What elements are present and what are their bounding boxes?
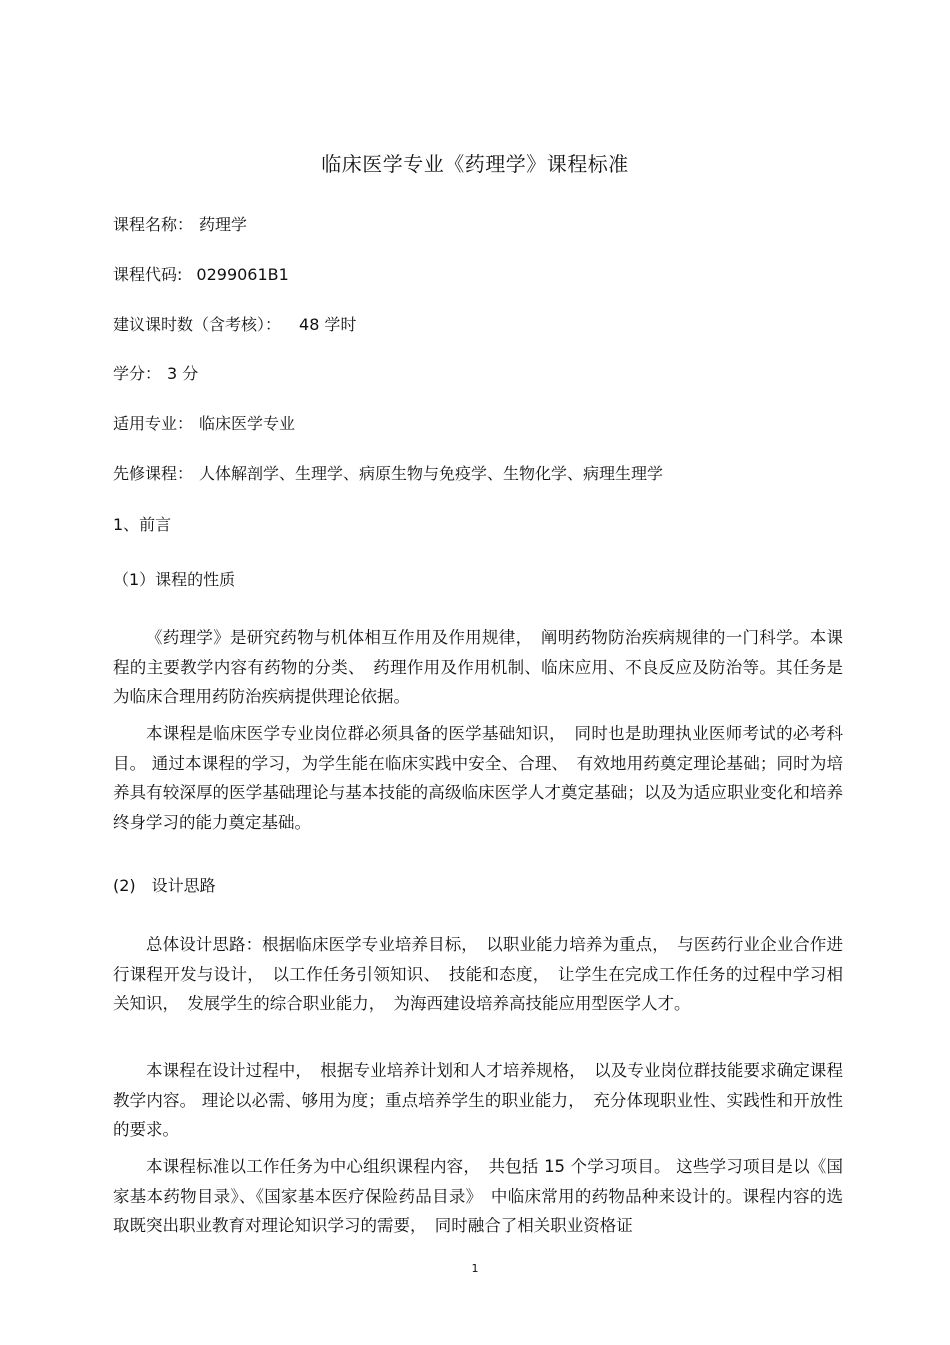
- field-label: 学分：: [113, 364, 162, 383]
- field-label: 建议课时数（含考核）：: [113, 315, 282, 334]
- field-value: 3 分: [167, 364, 199, 383]
- paragraph-nature-1: 《药理学》是研究药物与机体相互作用及作用规律， 阐明药物防治疾病规律的一门科学。本课程的主要教学内容有药物的分类、 药理作用及作用机制、临床应用、不良反应及防治等。其任务是为临床合理用药防治疾病提供理论依据。: [113, 628, 843, 706]
- field-value: 药理学: [199, 215, 248, 234]
- paragraph-design-2: 本课程在设计过程中， 根据专业培养计划和人才培养规格， 以及专业岗位群技能要求确定课程教学内容。 理论以必需、够用为度；重点培养学生的职业能力， 充分体现职业性、实践性和开放性的要求。: [113, 1061, 843, 1139]
- field-label: 适用专业：: [113, 414, 194, 433]
- field-course-code: [113, 263, 289, 287]
- field-label: 课程代码:: [113, 265, 183, 284]
- field-applicable-major: [113, 412, 295, 436]
- field-suggested-hours: [113, 313, 356, 337]
- paragraph-design-3: 本课程标准以工作任务为中心组织课程内容， 共包括 15 个学习项目。 这些学习项目是以《国家基本药物目录》、《国家基本医疗保险药品目录》 中临床常用的药物品种来设计的。课程内容的选取既突出职业教育对理论知识学习的需要， 同时融合了相关职业资格证: [113, 1157, 843, 1235]
- field-value: 人体解剖学、生理学、病原生物与免疫学、生物化学、病理生理学: [199, 464, 664, 483]
- field-credits: [113, 362, 198, 386]
- page-number: 1: [471, 1262, 479, 1275]
- field-value: 48 学时: [299, 315, 357, 334]
- field-label: 课程名称：: [113, 215, 194, 234]
- subsection-heading-design: (2) 设计思路: [113, 876, 216, 895]
- paragraph-nature-2: 本课程是临床医学专业岗位群必须具备的医学基础知识， 同时也是助理执业医师考试的必考科目。 通过本课程的学习，为学生能在临床实践中安全、合理、 有效地用药奠定理论基础；同时为培养具有较深厚的医学基础理论与基本技能的高级临床医学人才奠定基础；以及为适应职业变化和培养终身学习的能力奠定基础。: [113, 724, 843, 832]
- field-course-name: [113, 213, 247, 237]
- paragraph-design-1: 总体设计思路：根据临床医学专业培养目标， 以职业能力培养为重点， 与医药行业企业合作进行课程开发与设计， 以工作任务引领知识、 技能和态度， 让学生在完成工作任务的过程中学习相关知识， 发展学生的综合职业能力， 为海西建设培养高技能应用型医学人才。: [113, 935, 843, 1013]
- field-value: 0299061B1: [196, 265, 289, 284]
- field-value: 临床医学专业: [199, 414, 296, 433]
- document-title: 临床医学专业《药理学》课程标准: [321, 152, 629, 176]
- field-prerequisites: [113, 462, 663, 486]
- field-label: 先修课程：: [113, 464, 194, 483]
- section-heading-preface: 1、前言: [113, 515, 172, 534]
- subsection-heading-nature: （1）课程的性质: [113, 570, 236, 589]
